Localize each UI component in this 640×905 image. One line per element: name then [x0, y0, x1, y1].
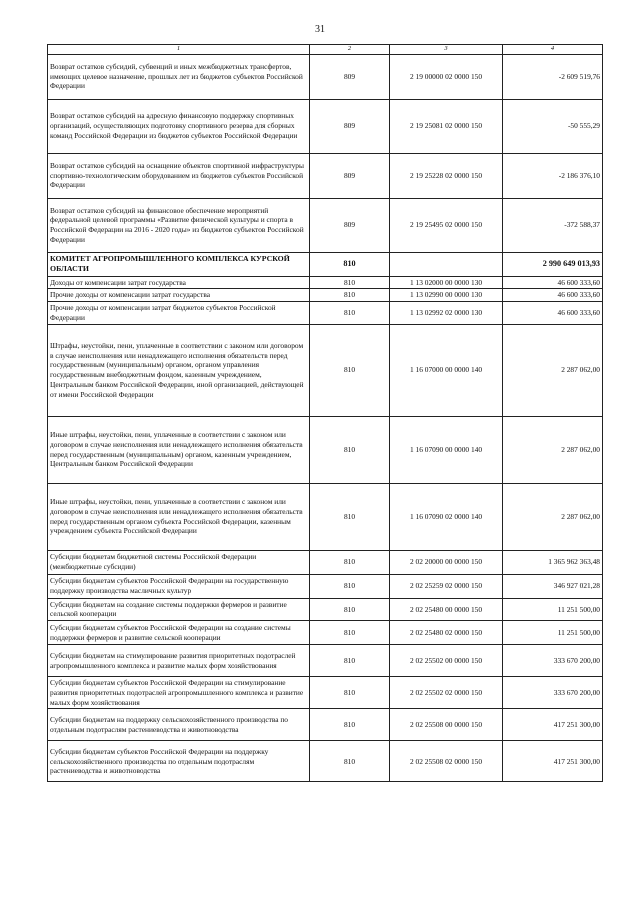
table-row — [48, 621, 603, 645]
row-budget-classification-code: 1 13 02990 00 0000 130 — [390, 289, 503, 302]
table-body — [48, 54, 603, 782]
row-budget-classification-code: 1 16 07090 00 0000 140 — [390, 416, 503, 483]
row-budget-classification-code: 2 02 25508 00 0000 150 — [390, 709, 503, 741]
section-header-row — [48, 252, 603, 276]
table-row — [48, 289, 603, 302]
row-budget-classification-code: 1 16 07090 02 0000 140 — [390, 483, 503, 550]
table-row — [48, 741, 603, 782]
row-description: Возврат остатков субсидий на финансовое обеспечение мероприятий федеральной целевой программы «Развитие физической культуры и спорта в Российской Федерации на 2016 - 2020 годы» из бюджетов субъектов Российской Федерации — [48, 198, 310, 252]
row-amount: 11 251 500,00 — [503, 598, 603, 621]
row-amount: -372 588,37 — [503, 198, 603, 252]
row-admin-code: 810 — [310, 621, 390, 645]
row-admin-code: 810 — [310, 645, 390, 677]
table-row — [48, 574, 603, 598]
row-amount: 1 365 962 363,48 — [503, 550, 603, 574]
row-amount: 46 600 333,60 — [503, 289, 603, 302]
table-row — [48, 302, 603, 325]
row-admin-code: 810 — [310, 550, 390, 574]
table-row — [48, 99, 603, 153]
row-budget-classification-code: 2 02 25259 02 0000 150 — [390, 574, 503, 598]
row-admin-code: 809 — [310, 198, 390, 252]
row-amount: 2 287 062,00 — [503, 324, 603, 416]
row-description: Штрафы, неустойки, пени, уплаченные в соответствии с законом или договором в случае неисполнения или ненадлежащего исполнения обязательств перед государственным (муниципальным) органом, органом управления государственным внебюджетным фондом, казенным учреждением, Центральным банком Российской Федерации, иной организацией, действующей от имени Российской Федерации — [48, 324, 310, 416]
column-number-row — [48, 45, 603, 55]
row-description: Субсидии бюджетам субъектов Российской Федерации на создание системы поддержки фермеров и развитие сельской кооперации — [48, 621, 310, 645]
row-description: Возврат остатков субсидий на оснащение объектов спортивной инфраструктуры спортивно-технологическим оборудованием из бюджетов субъектов Российской Федерации — [48, 153, 310, 198]
row-budget-classification-code: 2 02 25502 02 0000 150 — [390, 677, 503, 709]
row-description: Иные штрафы, неустойки, пени, уплаченные в соответствии с законом или договором в случае неисполнения или ненадлежащего исполнения обязательств перед государственным (муниципальным) органом, казенным учреждением, Центральным банком Российской Федерации — [48, 416, 310, 483]
row-description: Прочие доходы от компенсации затрат государства — [48, 289, 310, 302]
row-budget-classification-code: 2 19 25495 02 0000 150 — [390, 198, 503, 252]
row-amount: 333 670 200,00 — [503, 645, 603, 677]
column-header-1: 1 — [48, 45, 310, 55]
row-budget-classification-code: 2 19 25228 02 0000 150 — [390, 153, 503, 198]
row-description: Возврат остатков субсидий, субвенций и иных межбюджетных трансфертов, имеющих целевое назначение, прошлых лет из бюджетов субъектов Российской Федерации — [48, 54, 310, 99]
row-admin-code: 810 — [310, 252, 390, 276]
row-amount: -50 555,29 — [503, 99, 603, 153]
row-admin-code: 810 — [310, 416, 390, 483]
row-amount: 2 287 062,00 — [503, 416, 603, 483]
table-row — [48, 153, 603, 198]
page-number: 31 — [315, 24, 325, 35]
row-admin-code: 810 — [310, 302, 390, 325]
row-description: Возврат остатков субсидий на адресную финансовую поддержку спортивных организаций, осуществляющих подготовку спортивного резерва для сборных команд Российской Федерации из бюджетов субъектов Российской Федерации — [48, 99, 310, 153]
row-description: КОМИТЕТ АГРОПРОМЫШЛЕННОГО КОМПЛЕКСА КУРСКОЙ ОБЛАСТИ — [48, 252, 310, 276]
column-header-3: 3 — [390, 45, 503, 55]
row-admin-code: 810 — [310, 677, 390, 709]
row-admin-code: 810 — [310, 276, 390, 289]
row-budget-classification-code: 2 19 25081 02 0000 150 — [390, 99, 503, 153]
row-description: Субсидии бюджетам на поддержку сельскохозяйственного производства по отдельным подотраслям растениеводства и животноводства — [48, 709, 310, 741]
row-amount: 11 251 500,00 — [503, 621, 603, 645]
row-description: Доходы от компенсации затрат государства — [48, 276, 310, 289]
row-budget-classification-code: 2 02 25480 02 0000 150 — [390, 621, 503, 645]
row-description: Субсидии бюджетам на создание системы поддержки фермеров и развитие сельской кооперации — [48, 598, 310, 621]
row-budget-classification-code — [390, 252, 503, 276]
table-row — [48, 276, 603, 289]
row-amount: 346 927 021,28 — [503, 574, 603, 598]
row-description: Иные штрафы, неустойки, пени, уплаченные в соответствии с законом или договором в случае неисполнения или ненадлежащего исполнения обязательств перед государственным органом субъекта Российской Федерации, казенным учреждением субъекта Российской Федерации — [48, 483, 310, 550]
budget-revenue-table — [47, 44, 603, 782]
row-admin-code: 810 — [310, 574, 390, 598]
row-budget-classification-code: 2 02 25508 02 0000 150 — [390, 741, 503, 782]
column-header-4: 4 — [503, 45, 603, 55]
row-admin-code: 809 — [310, 153, 390, 198]
table-row — [48, 645, 603, 677]
row-budget-classification-code: 1 16 07000 00 0000 140 — [390, 324, 503, 416]
table-row — [48, 416, 603, 483]
row-budget-classification-code: 2 02 20000 00 0000 150 — [390, 550, 503, 574]
row-description: Субсидии бюджетам на стимулирование развития приоритетных подотраслей агропромышленного комплекса и развитие малых форм хозяйствования — [48, 645, 310, 677]
table-row — [48, 709, 603, 741]
row-admin-code: 810 — [310, 598, 390, 621]
row-admin-code: 809 — [310, 99, 390, 153]
table-row — [48, 677, 603, 709]
row-description: Субсидии бюджетам субъектов Российской Федерации на стимулирование развития приоритетных подотраслей агропромышленного комплекса и развитие малых форм хозяйствования — [48, 677, 310, 709]
row-amount: 333 670 200,00 — [503, 677, 603, 709]
row-budget-classification-code: 2 02 25480 00 0000 150 — [390, 598, 503, 621]
row-description: Субсидии бюджетам бюджетной системы Российской Федерации (межбюджетные субсидии) — [48, 550, 310, 574]
row-description: Субсидии бюджетам субъектов Российской Федерации на поддержку сельскохозяйственного производства по отдельным подотраслям растениеводства и животноводства — [48, 741, 310, 782]
table-row — [48, 324, 603, 416]
row-admin-code: 810 — [310, 324, 390, 416]
row-amount: 417 251 300,00 — [503, 709, 603, 741]
table-row — [48, 483, 603, 550]
row-amount: 2 287 062,00 — [503, 483, 603, 550]
row-amount: 417 251 300,00 — [503, 741, 603, 782]
row-amount: -2 609 519,76 — [503, 54, 603, 99]
row-amount: 46 600 333,60 — [503, 276, 603, 289]
row-description: Субсидии бюджетам субъектов Российской Федерации на государственную поддержку производства масличных культур — [48, 574, 310, 598]
row-amount: -2 186 376,10 — [503, 153, 603, 198]
table-row — [48, 198, 603, 252]
row-description: Прочие доходы от компенсации затрат бюджетов субъектов Российской Федерации — [48, 302, 310, 325]
table-row — [48, 550, 603, 574]
row-budget-classification-code: 1 13 02992 02 0000 130 — [390, 302, 503, 325]
row-budget-classification-code: 2 19 00000 02 0000 150 — [390, 54, 503, 99]
row-budget-classification-code: 1 13 02000 00 0000 130 — [390, 276, 503, 289]
row-admin-code: 810 — [310, 289, 390, 302]
table-row — [48, 54, 603, 99]
row-admin-code: 810 — [310, 709, 390, 741]
row-amount: 2 990 649 013,93 — [503, 252, 603, 276]
row-budget-classification-code: 2 02 25502 00 0000 150 — [390, 645, 503, 677]
row-amount: 46 600 333,60 — [503, 302, 603, 325]
table-row — [48, 598, 603, 621]
row-admin-code: 809 — [310, 54, 390, 99]
row-admin-code: 810 — [310, 741, 390, 782]
column-header-2: 2 — [310, 45, 390, 55]
row-admin-code: 810 — [310, 483, 390, 550]
